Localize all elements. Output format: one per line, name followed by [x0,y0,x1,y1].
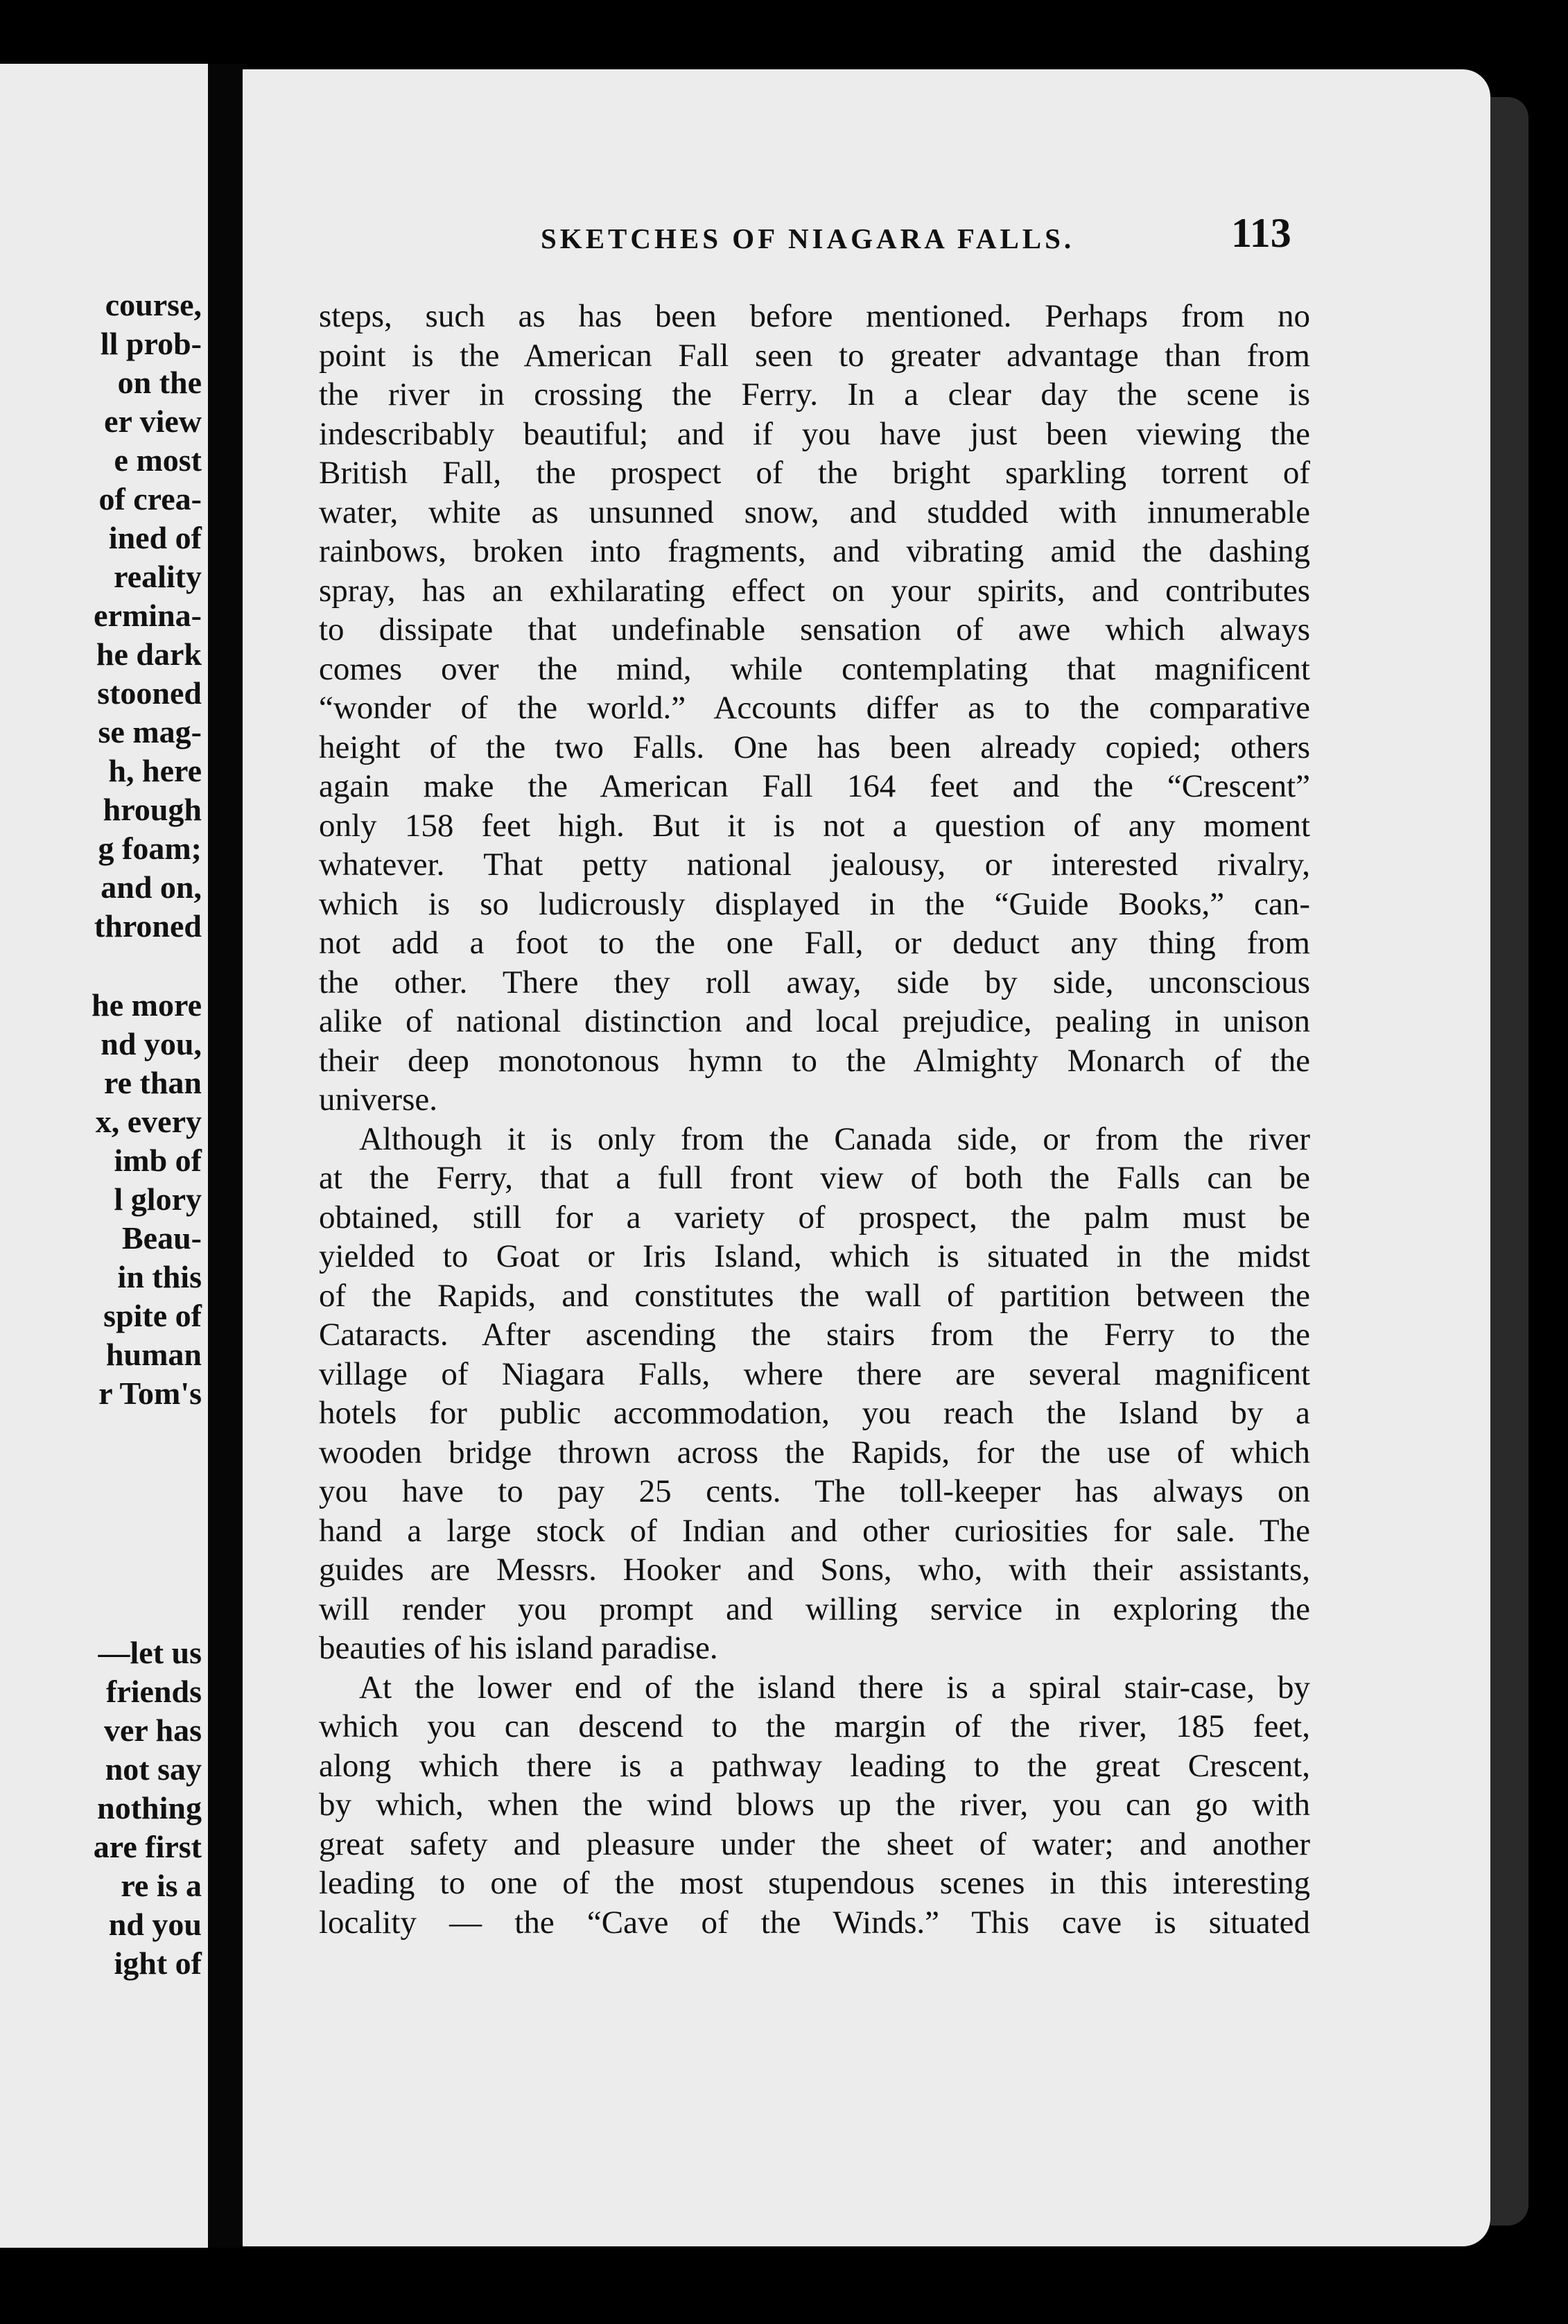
page-edge-shadow [1490,97,1528,2226]
book-gutter [208,64,247,2248]
facing-page-line: course, [105,287,202,322]
text-line: hand a large stock of Indian and other curiosities for sale. The [319,1512,1310,1549]
text-line: yielded to Goat or Iris Island, which is situated in the midst [319,1238,1310,1274]
facing-page-line: —let us [98,1635,202,1670]
page-number: 113 [1231,210,1291,256]
facing-page-line: not say [105,1751,202,1787]
text-line: steps, such as has been before mentioned. Perhaps from no [319,298,1310,334]
text-line: “wonder of the world.” Accounts differ as to the comparative [319,690,1310,726]
facing-page-line: ver has [104,1712,202,1748]
text-line: whatever. That petty national jealousy, or interested rivalry, [319,847,1310,883]
text-line: to dissipate that undefinable sensation of awe which always [319,612,1310,648]
text-line: village of Niagara Falls, where there are several magnificent [319,1355,1310,1392]
text-line: beauties of his island paradise. [319,1630,718,1666]
text-line: British Fall, the prospect of the bright sparkling torrent of [319,455,1310,491]
facing-page-line: ined of [108,520,202,555]
text-line: Cataracts. After ascending the stairs from the Ferry to the [319,1317,1310,1353]
facing-page-line: ight of [114,1945,202,1981]
text-line: guides are Messrs. Hooker and Sons, who, with their assistants, [319,1552,1310,1588]
text-line: the river in crossing the Ferry. In a clear day the scene is [319,376,1310,413]
facing-page-line: nd you, [101,1026,202,1061]
text-line: you have to pay 25 cents. The toll-keeper has always on [319,1473,1310,1509]
facing-page-line: r Tom's [98,1376,202,1411]
text-line: leading to one of the most stupendous scenes in this interesting [319,1865,1310,1901]
facing-page-line: on the [117,365,202,400]
text-line: by which, when the wind blows up the river, you can go with [319,1787,1310,1823]
text-line: comes over the mind, while contemplating that magnificent [319,650,1310,687]
facing-page [0,64,211,2248]
text-line: At the lower end of the island there is a spiral stair-case, by [359,1669,1310,1706]
text-line: height of the two Falls. One has been already copied; others [319,729,1310,765]
facing-page-line: se mag- [98,714,202,749]
text-line: along which there is a pathway leading to the great Crescent, [319,1747,1310,1784]
facing-page-line: are first [93,1829,202,1864]
running-title: SKETCHES OF NIAGARA FALLS. [541,223,1075,254]
facing-page-line: nothing [97,1790,202,1826]
text-line: locality — the “Cave of the Winds.” This cave is situated [319,1904,1310,1941]
text-line: great safety and pleasure under the sheet of water; and another [319,1826,1310,1862]
text-line: water, white as unsunned snow, and studded with innumerable [319,494,1310,530]
facing-page-line: Beau- [122,1220,202,1256]
facing-page-line: he more [92,987,202,1023]
text-line: which you can descend to the margin of the river, 185 feet, [319,1708,1310,1744]
facing-page-line: spite of [103,1298,202,1333]
text-line: only 158 feet high. But it is not a question of any moment [319,807,1310,844]
facing-page-line: g foam; [98,831,202,866]
text-line: their deep monotonous hymn to the Almighty Monarch of the [319,1042,1310,1079]
facing-page-line: l glory [114,1181,202,1217]
facing-page-line: nd you [108,1907,202,1942]
facing-page-line: hrough [103,792,202,827]
text-line: Although it is only from the Canada side, or from the river [359,1120,1310,1157]
facing-page-line: x, every [95,1104,202,1139]
text-line: wooden bridge thrown across the Rapids, for the use of which [319,1434,1310,1471]
facing-page-line: in this [117,1259,202,1294]
facing-page-line: ermina- [94,598,202,633]
facing-page-line: of crea- [98,481,202,517]
text-line: universe. [319,1082,437,1118]
text-line: hotels for public accommodation, you reach the Island by a [319,1395,1310,1431]
facing-page-line: and on, [101,869,202,905]
text-line: the other. There they roll away, side by side, unconscious [319,964,1310,1000]
facing-page-line: imb of [114,1143,202,1178]
facing-page-line: re than [104,1065,202,1100]
facing-page-line: reality [114,559,202,594]
text-line: which is so ludicrously displayed in the “Guide Books,” can- [319,885,1310,922]
facing-page-line: er view [104,404,202,439]
text-line: indescribably beautiful; and if you have just been viewing the [319,415,1310,452]
facing-page-line: friends [106,1674,202,1709]
text-line: rainbows, broken into fragments, and vibrating amid the dashing [319,533,1310,569]
facing-page-line: e most [114,442,202,478]
text-line: of the Rapids, and constitutes the wall of partition between the [319,1277,1310,1314]
facing-page-line: h, here [108,753,202,788]
text-line: will render you prompt and willing service in exploring the [319,1590,1310,1627]
text-line: again make the American Fall 164 feet and the “Crescent” [319,768,1310,804]
text-line: not add a foot to the one Fall, or deduct any thing from [319,925,1310,961]
facing-page-line: throned [94,908,202,944]
body-text [319,297,1310,1942]
text-line: alike of national distinction and local prejudice, pealing in unison [319,1003,1310,1039]
text-line: at the Ferry, that a full front view of both the Falls can be [319,1160,1310,1196]
text-line: obtained, still for a variety of prospect, the palm must be [319,1199,1310,1235]
facing-page-line: ll prob- [100,326,202,361]
facing-page-line: he dark [96,636,202,672]
text-line: point is the American Fall seen to greater advantage than from [319,337,1310,374]
facing-page-line: re is a [121,1868,202,1903]
text-line: spray, has an exhilarating effect on your spirits, and contributes [319,572,1310,609]
facing-page-line: stooned [97,675,202,711]
facing-page-line: human [105,1337,202,1372]
